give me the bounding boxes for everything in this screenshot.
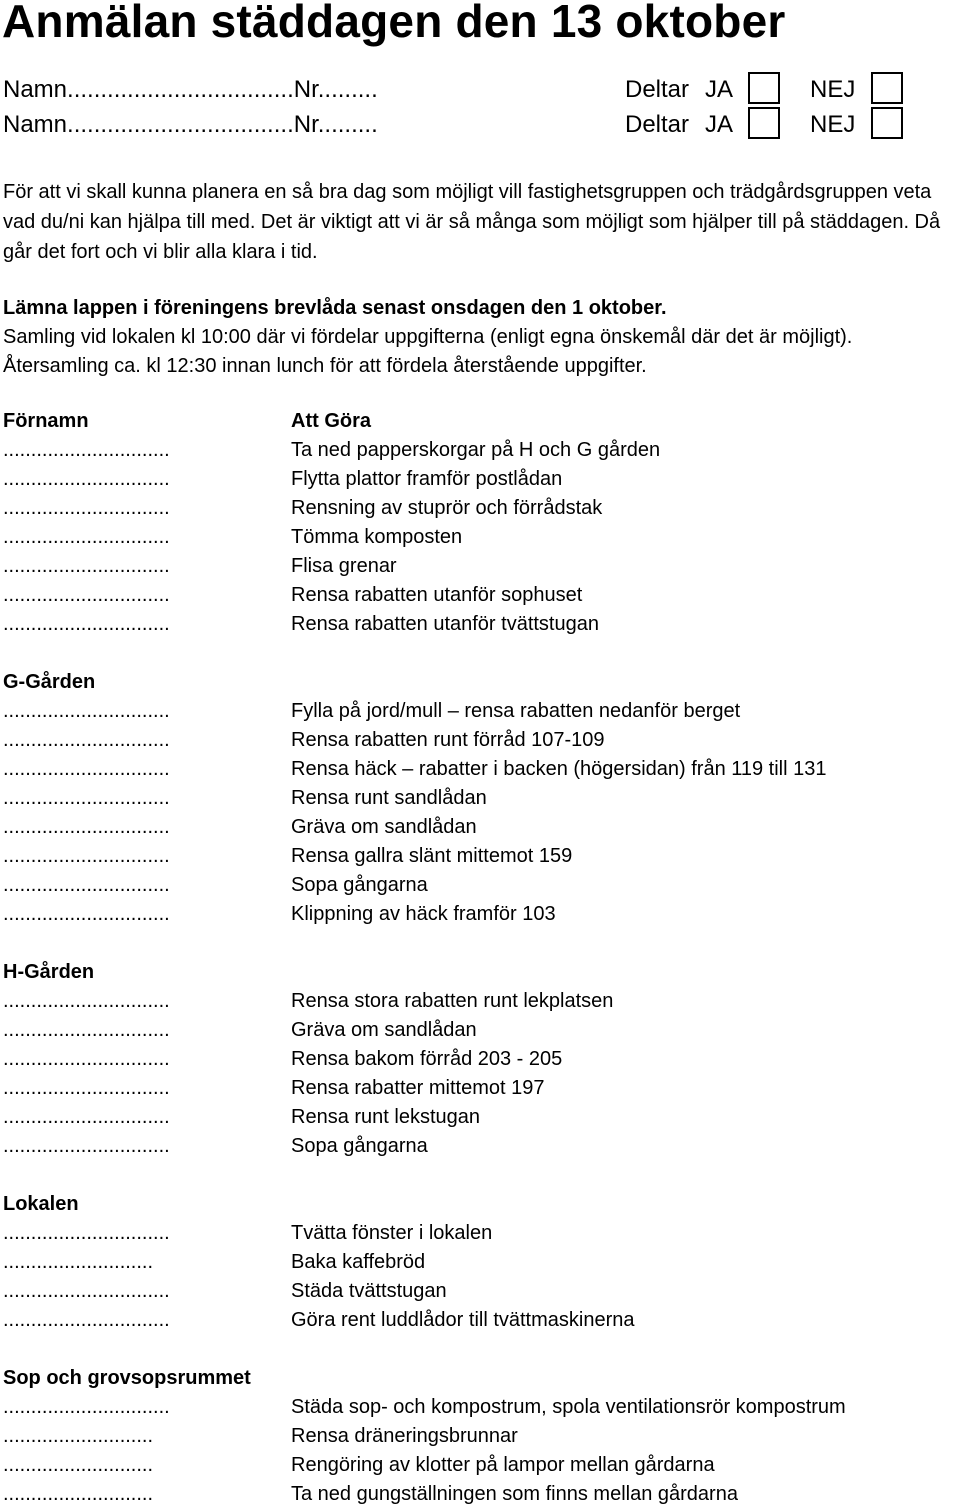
task-label: Tvätta fönster i lokalen <box>291 1222 493 1244</box>
task-row <box>3 755 958 784</box>
firstname-field[interactable]: .............................. <box>3 758 170 780</box>
registration-row-1 <box>3 72 953 108</box>
gathering-text: Samling vid lokalen kl 10:00 där vi fördelar uppgifterna (enligt egna önskemål där det är möjligt). <box>3 326 853 348</box>
firstname-field[interactable]: .............................. <box>3 845 170 867</box>
ja-label: JA <box>705 76 734 103</box>
task-label: Rensa dräneringsbrunnar <box>291 1425 518 1447</box>
firstname-field[interactable]: .............................. <box>3 497 170 519</box>
firstname-field[interactable]: .............................. <box>3 816 170 838</box>
task-label: Städa tvättstugan <box>291 1280 447 1302</box>
task-row <box>3 1074 958 1103</box>
task-row <box>3 1045 958 1074</box>
deadline-text: Lämna lappen i föreningens brevlåda senast onsdagen den 1 oktober. <box>3 297 667 319</box>
task-row <box>3 436 958 465</box>
task-row <box>3 1248 958 1277</box>
firstname-field[interactable]: .............................. <box>3 874 170 896</box>
ja-label: JA <box>705 111 734 138</box>
section-spacer <box>3 929 958 958</box>
task-row <box>3 842 958 871</box>
task-row <box>3 697 958 726</box>
firstname-field[interactable]: .............................. <box>3 1280 170 1302</box>
deltar-label: Deltar <box>625 111 690 138</box>
task-label: Flisa grenar <box>291 555 397 577</box>
firstname-field[interactable]: .............................. <box>3 613 170 635</box>
firstname-field[interactable]: .............................. <box>3 1135 170 1157</box>
task-label: Rensa häck – rabatter i backen (högersidan) från 119 till 131 <box>291 758 827 780</box>
task-label: Fylla på jord/mull – rensa rabatten nedanför berget <box>291 700 741 722</box>
task-row <box>3 1219 958 1248</box>
task-label: Rensa rabatten utanför sophuset <box>291 584 583 606</box>
task-row <box>3 1422 958 1451</box>
task-row <box>3 900 958 929</box>
section-heading: G-Gården <box>3 671 96 693</box>
task-row <box>3 1103 958 1132</box>
firstname-field[interactable]: ........................... <box>3 1251 154 1273</box>
column-headers <box>3 407 958 436</box>
firstname-field[interactable]: .............................. <box>3 584 170 606</box>
task-row <box>3 871 958 900</box>
task-row <box>3 1132 958 1161</box>
nej-checkbox[interactable] <box>871 107 903 139</box>
task-row <box>3 465 958 494</box>
firstname-field[interactable]: ........................... <box>3 1483 154 1505</box>
registration-row-2 <box>3 107 953 143</box>
task-row <box>3 1393 958 1422</box>
task-label: Rengöring av klotter på lampor mellan gårdarna <box>291 1454 715 1476</box>
firstname-field[interactable]: .............................. <box>3 1077 170 1099</box>
task-label: Rensa bakom förråd 203 - 205 <box>291 1048 563 1070</box>
task-label: Rensa stora rabatten runt lekplatsen <box>291 990 614 1012</box>
name-number-field[interactable]: Namn..................................Nr......... <box>3 76 378 103</box>
firstname-field[interactable]: ........................... <box>3 1425 154 1447</box>
task-row <box>3 813 958 842</box>
task-row <box>3 987 958 1016</box>
firstname-field[interactable]: .............................. <box>3 526 170 548</box>
task-row <box>3 552 958 581</box>
task-label: Gräva om sandlådan <box>291 1019 477 1041</box>
firstname-field[interactable]: .............................. <box>3 555 170 577</box>
task-row <box>3 581 958 610</box>
task-label: Rensa runt lekstugan <box>291 1106 481 1128</box>
task-list <box>3 407 958 1509</box>
section-heading: Lokalen <box>3 1193 79 1215</box>
task-row <box>3 784 958 813</box>
regathering-text: Återsamling ca. kl 12:30 innan lunch för att fördela återstående uppgifter. <box>3 355 647 377</box>
column-header-todo: Att Göra <box>291 410 371 432</box>
section-heading: Sop och grovsopsrummet <box>3 1367 251 1389</box>
task-label: Ta ned gungställningen som finns mellan gårdarna <box>291 1483 738 1505</box>
nej-label: NEJ <box>810 76 856 103</box>
firstname-field[interactable]: .............................. <box>3 1048 170 1070</box>
task-row <box>3 1480 958 1509</box>
task-label: Ta ned papperskorgar på H och G gården <box>291 439 661 461</box>
firstname-field[interactable]: .............................. <box>3 1396 170 1418</box>
task-row <box>3 1306 958 1335</box>
nej-checkbox[interactable] <box>871 72 903 104</box>
task-row <box>3 494 958 523</box>
nej-label: NEJ <box>810 111 856 138</box>
firstname-field[interactable]: .............................. <box>3 468 170 490</box>
firstname-field[interactable]: .............................. <box>3 729 170 751</box>
firstname-field[interactable]: .............................. <box>3 1106 170 1128</box>
task-label: Sopa gångarna <box>291 874 428 896</box>
task-label: Klippning av häck framför 103 <box>291 903 556 925</box>
task-label: Rensa rabatter mittemot 197 <box>291 1077 545 1099</box>
task-row <box>3 610 958 639</box>
section-spacer <box>3 639 958 668</box>
section-heading: H-Gården <box>3 961 95 983</box>
section-spacer <box>3 1335 958 1364</box>
task-label: Städa sop- och kompostrum, spola ventilationsrör kompostrum <box>291 1396 846 1418</box>
firstname-field[interactable]: .............................. <box>3 439 170 461</box>
task-label: Gräva om sandlådan <box>291 816 477 838</box>
task-label: Rensa gallra slänt mittemot 159 <box>291 845 573 867</box>
task-label: Rensa runt sandlådan <box>291 787 487 809</box>
task-row <box>3 1277 958 1306</box>
ja-checkbox[interactable] <box>748 107 780 139</box>
task-label: Sopa gångarna <box>291 1135 428 1157</box>
firstname-field[interactable]: .............................. <box>3 700 170 722</box>
firstname-field[interactable]: .............................. <box>3 787 170 809</box>
task-label: Tömma komposten <box>291 526 463 548</box>
column-header-firstname: Förnamn <box>3 410 89 432</box>
firstname-field[interactable]: .............................. <box>3 990 170 1012</box>
task-row <box>3 1451 958 1480</box>
firstname-field[interactable]: .............................. <box>3 1309 170 1331</box>
section-spacer <box>3 1161 958 1190</box>
task-label: Rensa rabatten runt förråd 107-109 <box>291 729 605 751</box>
deltar-label: Deltar <box>625 76 690 103</box>
task-label: Rensning av stuprör och förrådstak <box>291 497 603 519</box>
task-row <box>3 726 958 755</box>
intro-paragraph: För att vi skall kunna planera en så bra dag som möjligt vill fastighetsgruppen och trädgårdsgruppen veta vad du/ni kan hjälpa till med. Det är viktigt att vi är så många som möjligt som hjälper till på städdagen. Då går det fort och vi blir alla klara i tid. <box>3 181 941 263</box>
task-label: Flytta plattor framför postlådan <box>291 468 563 490</box>
task-row <box>3 1016 958 1045</box>
task-row <box>3 523 958 552</box>
firstname-field[interactable]: .............................. <box>3 1019 170 1041</box>
firstname-field[interactable]: .............................. <box>3 903 170 925</box>
task-label: Baka kaffebröd <box>291 1251 426 1273</box>
firstname-field[interactable]: .............................. <box>3 1222 170 1244</box>
task-label: Göra rent luddlådor till tvättmaskinerna <box>291 1309 635 1331</box>
task-label: Rensa rabatten utanför tvättstugan <box>291 613 599 635</box>
ja-checkbox[interactable] <box>748 72 780 104</box>
firstname-field[interactable]: ........................... <box>3 1454 154 1476</box>
name-number-field[interactable]: Namn..................................Nr......... <box>3 111 378 138</box>
page-title: Anmälan städdagen den 13 oktober <box>2 0 786 47</box>
